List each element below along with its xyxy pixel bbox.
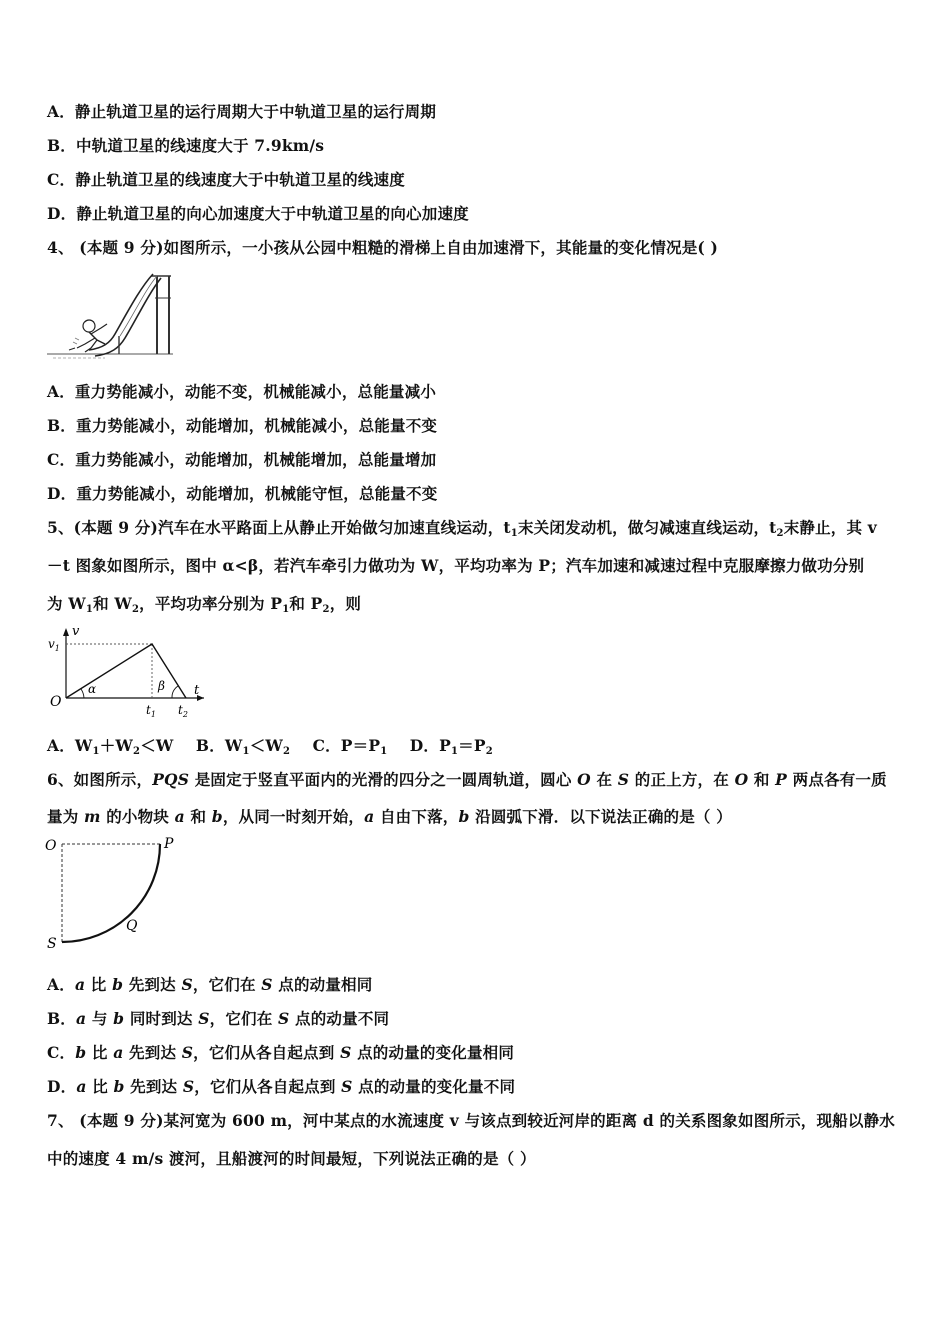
- q5-option-c: C．$P=P_1$: [312, 736, 388, 757]
- q6-stem-line2: 量为 m 的小物块 a 和 b，从同一时刻开始，a 自由下落，b 沿圆弧下滑．以下说法正确的是（ ）: [47, 807, 732, 826]
- q5-stem-line2: －t 图象如图所示，图中 α<β，若汽车牵引力做功为 W，平均功率为 P；汽车加速和减速过程中克服摩擦力做功分别: [47, 556, 865, 575]
- q6-stem-line1: 6、如图所示，PQS 是固定于竖直平面内的光滑的四分之一圆周轨道，圆心 O 在 S 的正上方，在 O 和 P 两点各有一质: [47, 770, 887, 789]
- q3-option-c: C．静止轨道卫星的线速度大于中轨道卫星的线速度: [47, 170, 405, 189]
- slide-illustration: [45, 268, 175, 368]
- vt-graph-svg: [44, 624, 214, 720]
- q5-stem-line3: 为 $W_1$和 $W_2$，平均功率分别为 $P_1$和 $P_2$，则: [47, 594, 362, 615]
- v1-label: $v_1$: [48, 637, 60, 653]
- vt-line: [66, 644, 186, 698]
- arc-track-figure: [42, 834, 192, 954]
- slide-figure: [45, 268, 175, 368]
- vt-graph: [44, 624, 214, 720]
- q6-option-b: B．a 与 b 同时到达 S，它们在 S 点的动量不同: [47, 1009, 390, 1028]
- q6-option-a: A．a 比 b 先到达 S，它们在 S 点的动量相同: [47, 975, 373, 994]
- q5-option-a: A．$W_1+W_2<W$: [47, 736, 174, 757]
- q3-option-a: A．静止轨道卫星的运行周期大于中轨道卫星的运行周期: [47, 102, 437, 121]
- t1-label: $t_1$: [146, 703, 156, 719]
- q4-option-c: C．重力势能减小，动能增加，机械能增加，总能量增加: [47, 450, 437, 469]
- q5-option-b: B．$W_1<W_2$: [195, 736, 291, 757]
- q4-option-d: D．重力势能减小，动能增加，机械能守恒，总能量不变: [47, 484, 438, 503]
- q4-option-b: B．重力势能减小，动能增加，机械能减小，总能量不变: [47, 416, 438, 435]
- q6-option-d: D．a 比 b 先到达 S，它们从各自起点到 S 点的动量的变化量不同: [47, 1077, 516, 1096]
- beta-label: β: [158, 679, 165, 693]
- q3-option-b: B．中轨道卫星的线速度大于 7.9km/s: [47, 136, 325, 155]
- point-o-label: O: [45, 838, 57, 854]
- alpha-label: α: [88, 682, 97, 696]
- q7-stem-line2: 中的速度 4 m/s 渡河，且船渡河的时间最短，下列说法正确的是（ ）: [47, 1149, 536, 1168]
- arc-track-svg: [42, 834, 192, 954]
- q5-option-d: D．$P_1=P_2$: [409, 736, 493, 757]
- arc-track: [62, 844, 160, 942]
- v-axis-label: v: [72, 624, 80, 639]
- point-q-label: Q: [126, 918, 138, 934]
- t2-label: $t_2$: [178, 703, 188, 719]
- origin-label: O: [50, 694, 62, 710]
- point-s-label: S: [47, 936, 57, 952]
- point-p-label: P: [164, 836, 174, 852]
- q4-option-a: A．重力势能减小，动能不变，机械能减小，总能量减小: [47, 382, 437, 401]
- q7-stem-line1: 7、 (本题 9 分)某河宽为 600 m，河中某点的水流速度 v 与该点到较近河岸的距离 d 的关系图象如图所示，现船以静水: [47, 1111, 896, 1130]
- q3-option-d: D．静止轨道卫星的向心加速度大于中轨道卫星的向心加速度: [47, 204, 469, 223]
- q5-options: [47, 735, 493, 763]
- t-axis-label: t: [194, 683, 200, 698]
- q5-stem-line1: 5、(本题 9 分)汽车在水平路面上从静止开始做匀加速直线运动，$t_1$末关闭发动机，做匀减速直线运动，$t_2$末静止，其 v: [47, 518, 878, 539]
- q6-option-c: C．b 比 a 先到达 S，它们从各自起点到 S 点的动量的变化量相同: [47, 1043, 515, 1062]
- q4-stem: 4、 (本题 9 分)如图所示，一小孩从公园中粗糙的滑梯上自由加速滑下，其能量的变化情况是( ): [47, 238, 719, 257]
